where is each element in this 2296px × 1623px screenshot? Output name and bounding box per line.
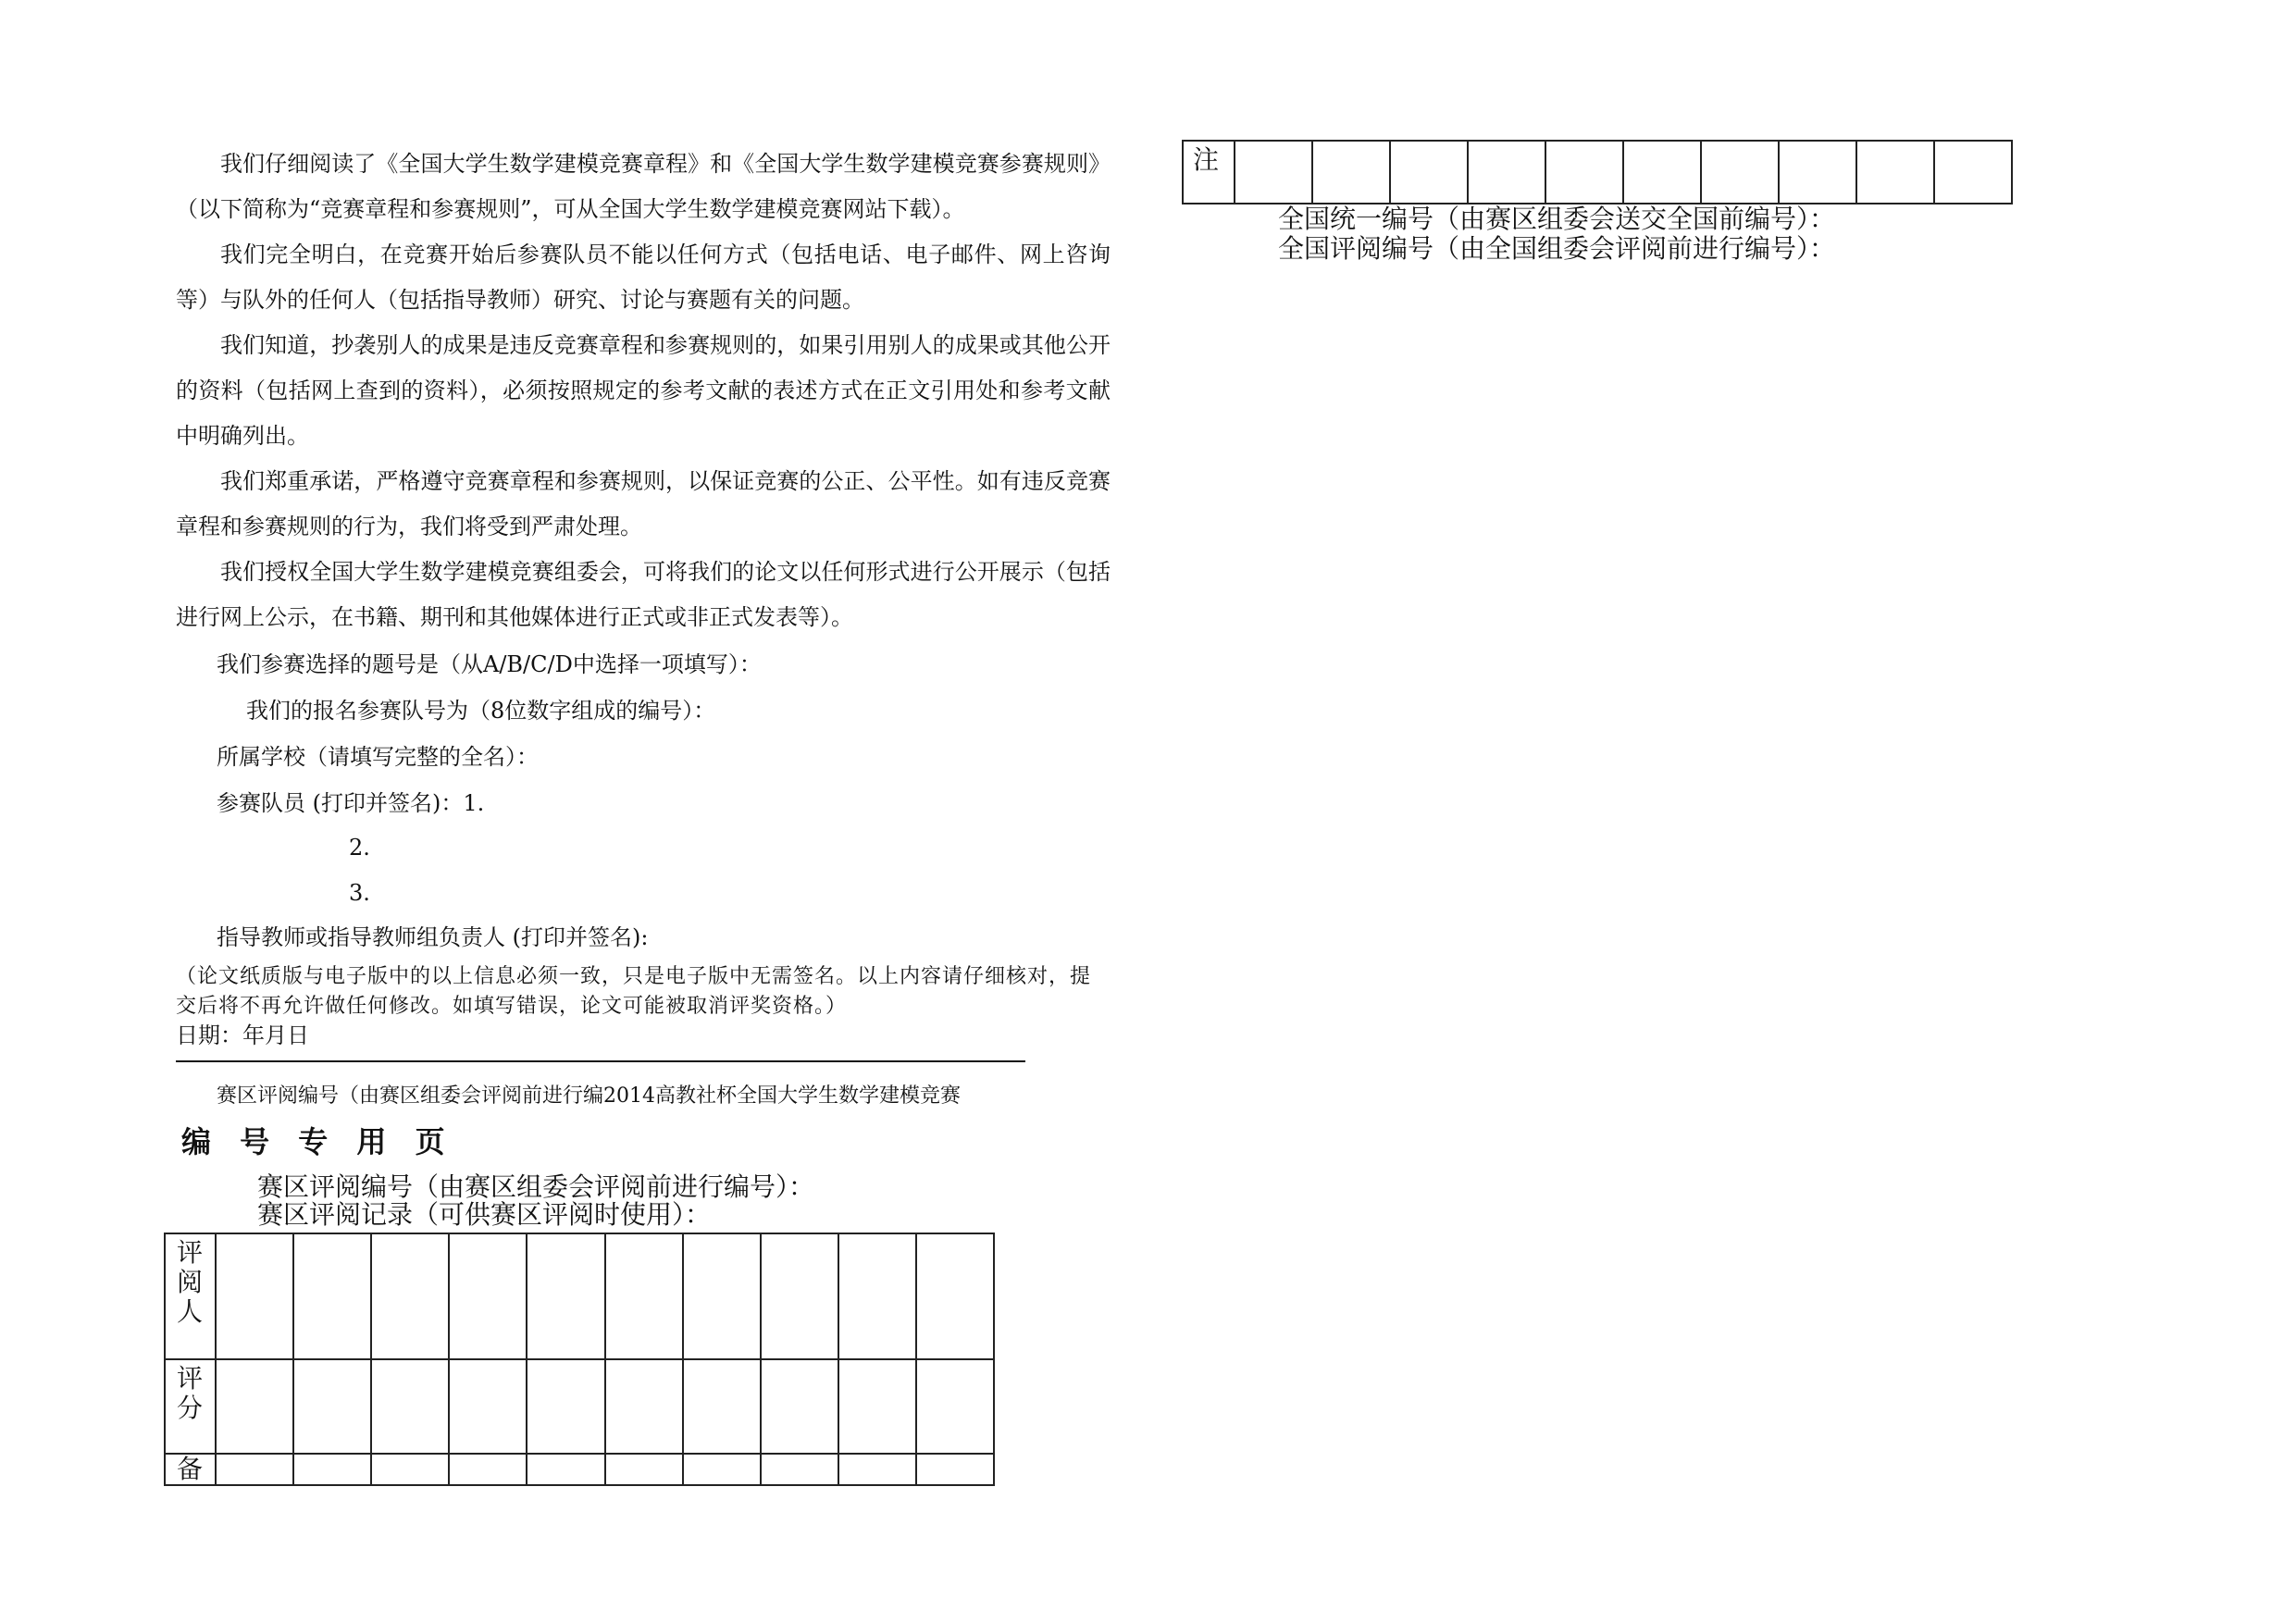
school-label: 所属学校（请填写完整的全名）：	[217, 744, 539, 770]
table-row-reviewer	[165, 1233, 994, 1359]
team-number-label: 我们的报名参赛队号为（8位数字组成的编号）：	[246, 698, 716, 724]
score-cell[interactable]	[761, 1359, 838, 1454]
reviewer-cell[interactable]	[293, 1233, 371, 1359]
consistency-note: （论文纸质版与电子版中的以上信息必须一致，只是电子版中无需签名。以上内容请仔细核对，提交后将不再允许做任何修改。如填写错误，论文可能被取消评奖资格。）	[176, 965, 1092, 1018]
remark-cell[interactable]	[1235, 141, 1312, 204]
regional-review-table	[164, 1233, 995, 1486]
row-label-note	[1183, 141, 1235, 204]
members-label: 参赛队员 (打印并签名)：1.	[217, 790, 485, 816]
score-cell[interactable]	[527, 1359, 604, 1454]
remark-cell[interactable]	[1545, 141, 1623, 204]
remark-cell[interactable]	[449, 1454, 527, 1485]
divider-line	[176, 1060, 1025, 1062]
reviewer-cell[interactable]	[838, 1233, 916, 1359]
row-label-score	[165, 1359, 216, 1454]
member-3-label: 3.	[349, 880, 370, 906]
remark-cell[interactable]	[293, 1454, 371, 1485]
page-title: 编 号 专 用 页	[181, 1124, 454, 1159]
reviewer-cell[interactable]	[449, 1233, 527, 1359]
declaration-paragraph-3: 我们知道，抄袭别人的成果是违反竞赛章程和参赛规则的，如果引用别人的成果或其他公开的资料（包括网上查到的资料），必须按照规定的参考文献的表述方式在正文引用处和参考文献中明确列出。	[176, 332, 1111, 449]
advisor-label: 指导教师或指导教师组负责人 (打印并签名):	[217, 924, 649, 950]
remark-cell[interactable]	[838, 1454, 916, 1485]
row-label-text: 评 分	[177, 1363, 204, 1423]
member-2-label: 2.	[349, 835, 370, 861]
row-label-text: 评 阅 人	[177, 1237, 204, 1327]
remark-cell[interactable]	[1623, 141, 1701, 204]
regional-record-label: 赛区评阅记录（可供赛区评阅时使用）：	[257, 1199, 712, 1230]
national-unified-number-label: 全国统一编号（由赛区组委会送交全国前编号）：	[1278, 204, 1836, 234]
row-label-remark	[165, 1454, 216, 1485]
declaration-paragraph-5: 我们授权全国大学生数学建模竞赛组委会，可将我们的论文以任何形式进行公开展示（包括进行网上公示，在书籍、期刊和其他媒体进行正式或非正式发表等）。	[176, 559, 1111, 630]
regional-number-label: 赛区评阅编号（由赛区组委会评阅前进行编号）：	[257, 1171, 815, 1202]
reviewer-cell[interactable]	[371, 1233, 449, 1359]
table-row-remark-cont	[1183, 141, 2012, 204]
remark-cell[interactable]	[1856, 141, 1934, 204]
remark-cell[interactable]	[1779, 141, 1856, 204]
reviewer-cell[interactable]	[605, 1233, 683, 1359]
score-cell[interactable]	[683, 1359, 761, 1454]
row-label-text: 备	[177, 1454, 204, 1484]
reviewer-cell[interactable]	[216, 1233, 293, 1359]
remark-cell[interactable]	[916, 1454, 994, 1485]
reviewer-cell[interactable]	[916, 1233, 994, 1359]
remark-cell[interactable]	[605, 1454, 683, 1485]
remark-cell[interactable]	[216, 1454, 293, 1485]
date-label: 日期：年月日	[176, 1022, 309, 1048]
score-cell[interactable]	[449, 1359, 527, 1454]
remark-cell[interactable]	[527, 1454, 604, 1485]
header-fragment: 赛区评阅编号（由赛区组委会评阅前进行编2014高教社杯全国大学生数学建模竞赛	[217, 1084, 961, 1108]
reviewer-cell[interactable]	[761, 1233, 838, 1359]
remark-cell[interactable]	[1701, 141, 1779, 204]
remark-cell[interactable]	[1312, 141, 1390, 204]
reviewer-cell[interactable]	[527, 1233, 604, 1359]
remark-cell[interactable]	[683, 1454, 761, 1485]
score-cell[interactable]	[216, 1359, 293, 1454]
remark-cell[interactable]	[1468, 141, 1545, 204]
score-cell[interactable]	[838, 1359, 916, 1454]
table-row-remark	[165, 1454, 994, 1485]
score-cell[interactable]	[605, 1359, 683, 1454]
national-review-number-label: 全国评阅编号（由全国组委会评阅前进行编号）：	[1278, 233, 1836, 264]
score-cell[interactable]	[916, 1359, 994, 1454]
remark-continuation-table	[1182, 140, 2013, 204]
remark-cell[interactable]	[1390, 141, 1468, 204]
declaration-paragraph-1: 我们仔细阅读了《全国大学生数学建模竞赛章程》和《全国大学生数学建模竞赛参赛规则》（以下简称为“竞赛章程和参赛规则”，可从全国大学生数学建模竞赛网站下载）。	[176, 151, 1111, 222]
problem-choice-label: 我们参赛选择的题号是（从A/B/C/D中选择一项填写）：	[217, 651, 762, 677]
row-label-reviewer	[165, 1233, 216, 1359]
score-cell[interactable]	[293, 1359, 371, 1454]
score-cell[interactable]	[371, 1359, 449, 1454]
row-label-text: 注	[1193, 144, 1220, 175]
declaration-paragraph-2: 我们完全明白，在竞赛开始后参赛队员不能以任何方式（包括电话、电子邮件、网上咨询等）与队外的任何人（包括指导教师）研究、讨论与赛题有关的问题。	[176, 242, 1111, 313]
remark-cell[interactable]	[1934, 141, 2012, 204]
remark-cell[interactable]	[761, 1454, 838, 1485]
declaration-paragraph-4: 我们郑重承诺，严格遵守竞赛章程和参赛规则，以保证竞赛的公正、公平性。如有违反竞赛章程和参赛规则的行为，我们将受到严肃处理。	[176, 468, 1111, 539]
table-row-score	[165, 1359, 994, 1454]
reviewer-cell[interactable]	[683, 1233, 761, 1359]
remark-cell[interactable]	[371, 1454, 449, 1485]
